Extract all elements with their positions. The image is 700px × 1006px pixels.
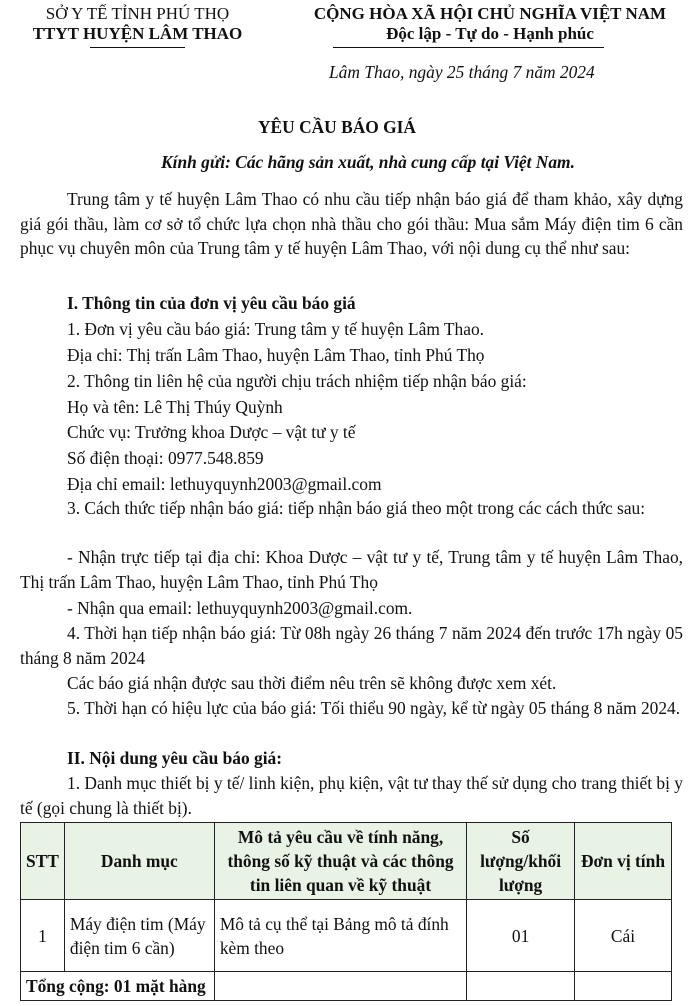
total-empty-unit <box>574 972 671 1001</box>
document-title: YÊU CẦU BÁO GIÁ <box>258 117 416 137</box>
ministry-name: SỞ Y TẾ TỈNH PHÚ THỌ <box>45 4 230 23</box>
contact-email: Địa chỉ email: lethuyquynh2003@gmail.com <box>67 474 382 494</box>
contact-name: Họ và tên: Lê Thị Thúy Quỳnh <box>67 397 283 417</box>
header-unit: Đơn vị tính <box>574 823 671 900</box>
motto-underline <box>333 47 604 48</box>
header-description: Mô tả yêu cầu về tính năng, thông số kỹ thuật và các thông tin liên quan về kỹ thuật <box>214 823 466 900</box>
receive-method: 3. Cách thức tiếp nhận báo giá: tiếp nhận báo giá theo một trong các cách thức sau: <box>67 498 646 518</box>
row-description: Mô tả cụ thể tại Bảng mô tả đính kèm theo <box>214 900 466 972</box>
section-1-heading: I. Thông tin của đơn vị yêu cầu báo giá <box>67 293 356 313</box>
total-empty-qty <box>467 972 575 1001</box>
contact-heading: 2. Thông tin liên hệ của người chịu trách nhiệm tiếp nhận báo giá: <box>67 371 527 391</box>
late-notice: Các báo giá nhận được sau thời điểm nêu trên sẽ không được xem xét. <box>67 673 557 693</box>
contact-phone: Số điện thoại: 0977.548.859 <box>67 448 264 468</box>
equipment-list-intro: 1. Danh mục thiết bị y tế/ linh kiện, phụ kiện, vật tư thay thế sử dụng cho trang thiết bị y tế (gọi chung là thiết bị). <box>20 773 683 818</box>
header-quantity: Số lượng/khối lượng <box>467 823 575 900</box>
unit-name: TTYT HUYỆN LÂM THAO <box>32 24 243 43</box>
receive-email: - Nhận qua email: lethuyquynh2003@gmail.com. <box>67 598 413 618</box>
place-date: Lâm Thao, ngày 25 tháng 7 năm 2024 <box>329 62 595 82</box>
row-stt: 1 <box>21 900 65 972</box>
header-stt: STT <box>21 823 65 900</box>
receive-deadline: 4. Thời hạn tiếp nhận báo giá: Từ 08h ngày 26 tháng 7 năm 2024 đến trước 17h ngày 05 tháng 8 năm 2024 <box>20 623 683 668</box>
unit-underline <box>90 47 185 48</box>
row-quantity: 01 <box>467 900 575 972</box>
intro-paragraph: Trung tâm y tế huyện Lâm Thao có nhu cầu tiếp nhận báo giá để tham khảo, xây dựng giá gói thầu, làm cơ sở tổ chức lựa chọn nhà thầu cho gói thầu: Mua sắm Máy điện tim 6 cần phục vụ chuyên môn của Trung tâm y tế huyện Lâm Thao, với nội dung cụ thể như sau: <box>20 189 683 259</box>
row-unit: Cái <box>574 900 671 972</box>
quotation-table <box>20 822 672 1001</box>
total-empty-desc <box>214 972 466 1001</box>
table-total-row <box>21 972 672 1001</box>
contact-position: Chức vụ: Trưởng khoa Dược – vật tư y tế <box>67 422 356 442</box>
header-item: Danh mục <box>64 823 214 900</box>
receive-direct: - Nhận trực tiếp tại địa chỉ: Khoa Dược – vật tư y tế, Trung tâm y tế huyện Lâm Thao, Thị trấn Lâm Thao, huyện Lâm Thao, tỉnh Phú Thọ <box>20 547 683 592</box>
table-row <box>21 900 672 972</box>
section-2-heading: II. Nội dung yêu cầu báo giá: <box>67 748 283 768</box>
validity-period: 5. Thời hạn có hiệu lực của báo giá: Tối thiểu 90 ngày, kể từ ngày 05 tháng 8 năm 2024. <box>67 698 681 718</box>
recipient: Kính gửi: Các hãng sản xuất, nhà cung cấp tại Việt Nam. <box>161 152 575 172</box>
motto: Độc lập - Tự do - Hạnh phúc <box>386 24 594 43</box>
table-header-row <box>21 823 672 900</box>
total-label: Tổng cộng: 01 mặt hàng <box>21 972 215 1001</box>
row-item: Máy điện tim (Máy điện tim 6 cần) <box>64 900 214 972</box>
requesting-unit: 1. Đơn vị yêu cầu báo giá: Trung tâm y tế huyện Lâm Thao. <box>67 319 485 339</box>
nation-name: CỘNG HÒA XÃ HỘI CHỦ NGHĨA VIỆT NAM <box>313 4 667 23</box>
unit-address: Địa chỉ: Thị trấn Lâm Thao, huyện Lâm Thao, tỉnh Phú Thọ <box>67 345 485 365</box>
